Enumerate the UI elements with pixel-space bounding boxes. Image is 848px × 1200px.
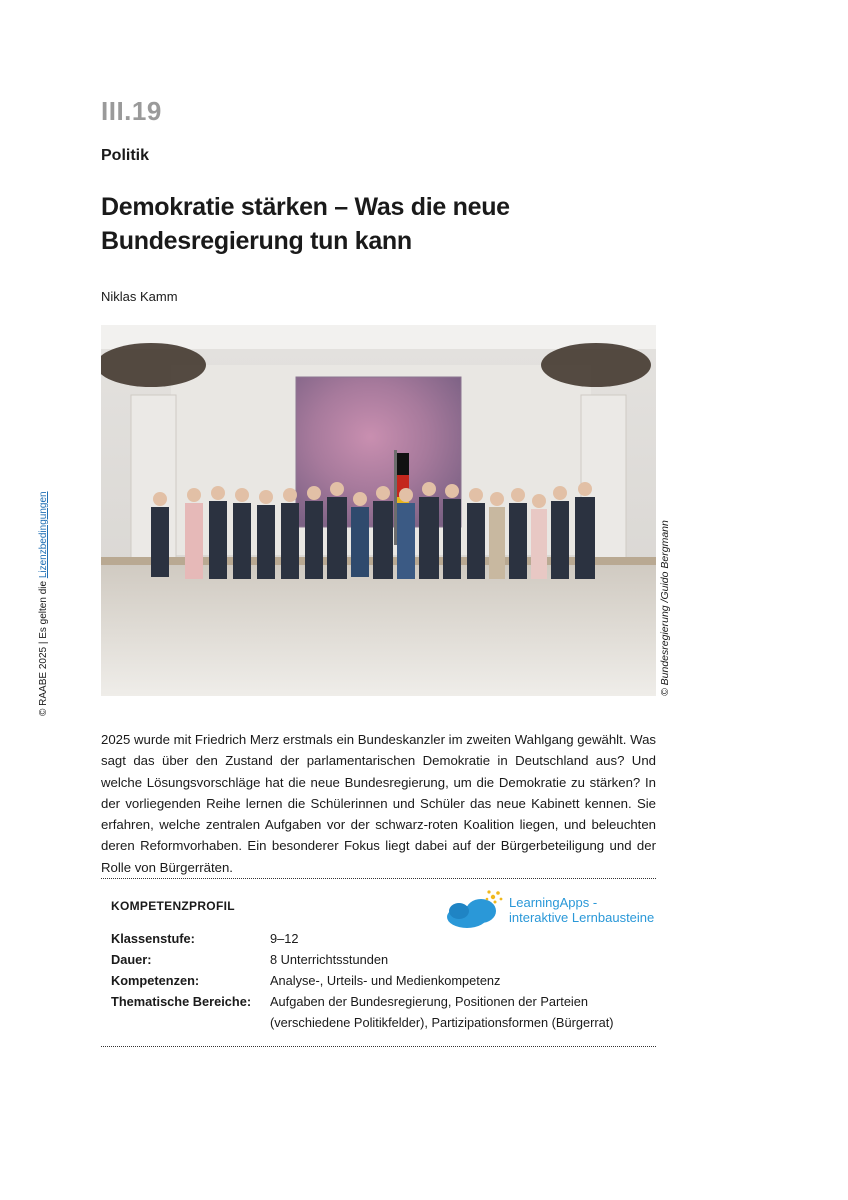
author-name: Niklas Kamm (101, 289, 178, 304)
subject-label: Politik (101, 147, 150, 164)
row-value: 9–12 (270, 931, 299, 946)
photo-credit: © Bundesregierung /Guido Bergmann (659, 520, 671, 696)
dotted-divider-bottom (101, 1046, 656, 1047)
logo-line-1: LearningApps - (509, 895, 598, 910)
dotted-divider-top (101, 878, 656, 879)
profile-heading: KOMPETENZPROFIL (111, 899, 235, 913)
cabinet-photo (101, 325, 656, 696)
row-value: Analyse-, Urteils- und Medienkompetenz (270, 973, 501, 988)
intro-paragraph: 2025 wurde mit Friedrich Merz erstmals ein Bundeskanzler im zweiten Wahlgang gewählt. Was sagt das über den Zustand der parlamentarischen Demokratie in Deutschland aus? Und welche Lösungsvorschläge hat die neue Bundesregierung, um die Demokratie zu stärken? In der vorliegenden Reihe lernen die Schülerinnen und Schüler das neue Kabinett kennen. Sie erfahren, welche zentralen Aufgaben vor der schwarz-roten Koalition liegen, und beleuchten deren Reformvorhaben. Ein besonderer Fokus liegt dabei auf der Bürgerbeteiligung und der Rolle von Bürgerräten. (101, 732, 656, 875)
section-number: III.19 (101, 96, 162, 126)
row-key: Thematische Bereiche: (111, 994, 252, 1009)
page-title: Demokratie stärken – Was die neue Bundesregierung tun kann (101, 193, 510, 255)
logo-line-2: interaktive Lernbausteine (509, 910, 655, 925)
license-link[interactable]: Lizenzbedingungen (38, 491, 49, 579)
row-value: (verschiedene Politikfelder), Partizipationsformen (Bürgerrat) (270, 1015, 614, 1030)
row-key: Dauer: (111, 952, 152, 967)
row-key: Klassenstufe: (111, 931, 195, 946)
row-value: Aufgaben der Bundesregierung, Positionen der Parteien (270, 994, 589, 1009)
license-notice (38, 491, 49, 716)
row-key: Kompetenzen: (111, 973, 200, 988)
copyright-text: © RAABE 2025 | Es gelten die (38, 578, 49, 716)
row-value: 8 Unterrichtsstunden (270, 952, 389, 967)
cloud-icon (445, 887, 507, 931)
learningapps-logo[interactable] (445, 887, 660, 931)
